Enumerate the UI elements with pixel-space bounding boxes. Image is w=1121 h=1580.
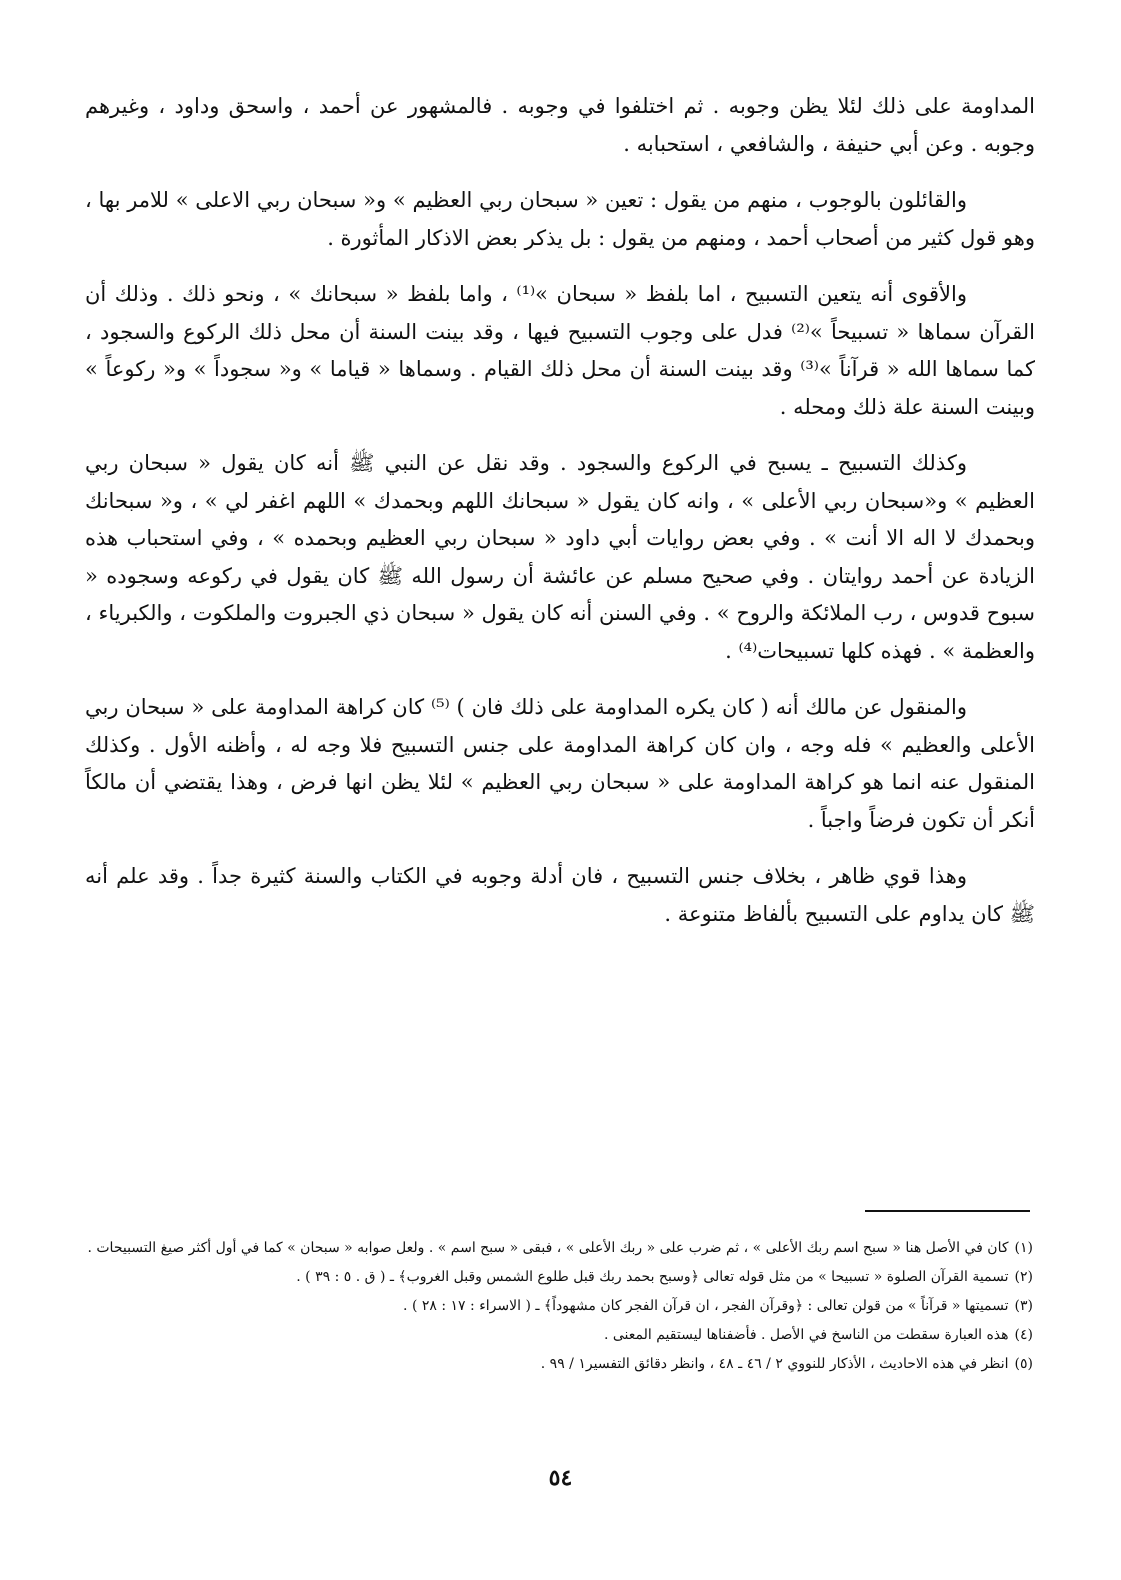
footnote-text: انظر في هذه الاحاديث ، الأذكار للنووي ٢ / ٤٦ ـ ٤٨ ، وانظر دقائق التفسير١ / ٩٩ . <box>540 1356 1009 1372</box>
footnote-5 <box>85 1352 1033 1377</box>
footnote-1 <box>85 1236 1033 1261</box>
paragraph-3: والأقوى أنه يتعين التسبيح ، اما بلفظ « سبحان »⁽¹⁾ ، واما بلفظ « سبحانك » ، ونحو ذلك . وذلك أن القرآن سماها « تسبيحاً »⁽²⁾ فدل على وجوب التسبيح فيها ، وقد بينت السنة أن محل ذلك الركوع والسجود ، كما سماها الله « قرآناً »⁽³⁾ وقد بينت السنة أن محل ذلك القيام . وسماها « قياما » و« سجوداً » و« ركوعاً » وبينت السنة علة ذلك ومحله . <box>85 282 1035 419</box>
paragraph-6: وهذا قوي ظاهر ، بخلاف جنس التسبيح ، فان أدلة وجوبه في الكتاب والسنة كثيرة جداً . وقد علم أنه ﷺ كان يداوم على التسبيح بألفاظ متنوعة . <box>85 864 1035 926</box>
footnote-text: هذه العبارة سقطت من الناسخ في الأصل . فأضفناها ليستقيم المعنى . <box>603 1327 1009 1343</box>
footnotes <box>85 1236 1033 1381</box>
paragraph-1: المداومة على ذلك لئلا يظن وجوبه . ثم اختلفوا في وجوبه . فالمشهور عن أحمد ، واسحق وداود ، وغيرهم وجوبه . وعن أبي حنيفة ، والشافعي ، استحبابه . <box>85 94 1035 156</box>
footnote-3 <box>85 1294 1033 1319</box>
footnote-number: (٥) <box>1014 1356 1033 1372</box>
main-text <box>85 88 1035 952</box>
footnote-4 <box>85 1323 1033 1348</box>
footnote-2 <box>85 1265 1033 1290</box>
footnote-number: (٤) <box>1014 1327 1033 1343</box>
footnote-divider <box>865 1210 1030 1212</box>
paragraph-5: والمنقول عن مالك أنه ( كان يكره المداومة على ذلك فان ) ⁽⁵⁾ كان كراهة المداومة على « سبحان ربي الأعلى والعظيم » فله وجه ، وان كان كراهة المداومة على جنس التسبيح فلا وجه له ، وأظنه الأول . وكذلك المنقول عنه انما هو كراهة المداومة على « سبحان ربي العظيم » لئلا يظن انها فرض ، وهذا يقتضي أن مالكاً أنكر أن تكون فرضاً واجباً . <box>85 695 1035 832</box>
footnote-text: تسميتها « قرآناً » من قولن تعالى : ﴿وقرآن الفجر ، ان قرآن الفجر كان مشهوداً﴾ ـ ( الاسراء : ١٧ : ٢٨ ) . <box>403 1298 1009 1314</box>
footnote-text: كان في الأصل هنا « سبح اسم ربك الأعلى » ، ثم ضرب على « ربك الأعلى » ، فبقى « سبح اسم » . ولعل صوابه « سبحان » كما في أول أكثر صيغ التسبيحات . <box>87 1240 1009 1256</box>
footnote-number: (١) <box>1014 1240 1033 1256</box>
paragraph-4: وكذلك التسبيح ـ يسبح في الركوع والسجود . وقد نقل عن النبي ﷺ أنه كان يقول « سبحان ربي العظيم » و«سبحان ربي الأعلى » ، وانه كان يقول « سبحانك اللهم وبحمدك » اللهم اغفر لي » ، و« سبحانك وبحمدك لا اله الا أنت » . وفي بعض روايات أبي داود « سبحان ربي العظيم وبحمده » ، وفي استحباب هذه الزيادة عن أحمد روايتان . وفي صحيح مسلم عن عائشة أن رسول الله ﷺ كان يقول في ركوعه وسجوده « سبوح قدوس ، رب الملائكة والروح » . وفي السنن أنه كان يقول « سبحان ذي الجبروت والملكوت ، والكبرياء ، والعظمة » . فهذه كلها تسبيحات⁽⁴⁾ . <box>85 451 1035 663</box>
footnote-number: (٣) <box>1014 1298 1033 1314</box>
page-number: ٥٤ <box>548 1465 573 1491</box>
footnote-text: تسمية القرآن الصلوة « تسبيحا » من مثل قوله تعالى ﴿وسبح بحمد ربك قبل طلوع الشمس وقبل الغروب﴾ ـ ( ق . ٥ : ٣٩ ) . <box>296 1269 1009 1285</box>
footnote-number: (٢) <box>1014 1269 1033 1285</box>
paragraph-2: والقائلون بالوجوب ، منهم من يقول : تعين « سبحان ربي العظيم » و« سبحان ربي الاعلى » للامر بها ، وهو قول كثير من أصحاب أحمد ، ومنهم من يقول : بل يذكر بعض الاذكار المأثورة . <box>85 188 1035 250</box>
